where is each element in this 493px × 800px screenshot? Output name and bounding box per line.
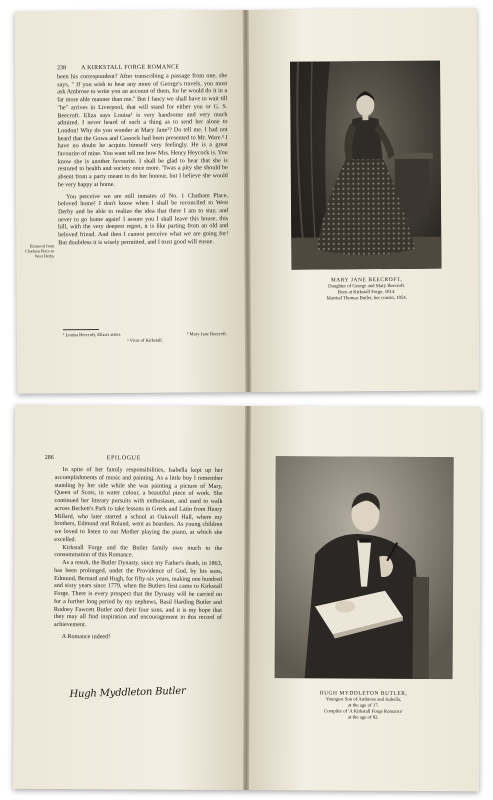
page-number: 286 [44,454,54,461]
footnote: ² Mary Jane Beecroft. [186,330,227,337]
margin-note: Removal from Chatham Place to West Derby [24,243,55,259]
running-header: A KIRKSTALL FORGE ROMANCE [81,64,180,72]
epilogue-text [54,467,223,642]
footnote-rule [63,329,99,330]
caption-name: HUGH MYDDLETON BUTLER, [319,690,408,697]
caption-line: at the age of 17. [348,703,379,709]
bottom-book-spread [13,405,481,791]
top-book-spread [15,8,480,393]
top-right-page [246,8,480,392]
paragraph: In spite of her family responsibilities, Isabella kept up her accomplishments of music and painting. As a little boy I remember standing by her side while she was painting a picture of Mary, Queen of Scots, in water colour, a beautiful piece of work. She continued her literary pursuits with enthusiasm, and used to walk across Beckett's Park to take lessons in Greek and Latin from Henry Millard, who later started a school at Oakwell Hall, where my brothers, Edmund and Roland, went as boarders. As young children we loved to listen to our Mother playing the piano, at which she excelled. [54,467,223,543]
caption-name: MARY JANE BEECROFT, [330,276,403,284]
portrait-man-image [275,456,454,679]
paragraph: Kirkstall Forge and the Butler family owe much to the consummation of this Romance. [54,544,223,559]
running-header: EPILOGUE [106,455,141,462]
caption-line: Compiler of 'A Kirkstall Forge Romance' [323,709,403,715]
portrait-photograph [290,61,441,270]
footnote: ¹ Louisa Beecroft, Eliza's sister. [62,331,122,337]
top-left-page [15,10,249,394]
main-text [57,73,228,248]
caption-line: Married Thomas Butler, her cousin, 1854. [326,295,407,302]
footnotes [63,328,227,344]
caption-line: Daughter of George and Mary Beecroft. [328,283,406,290]
caption-line: Born at Kirkstall Forge, 1814. [337,289,396,296]
page-number: 238 [57,65,67,72]
caption-line: Youngest Son of Ambrose and Isabella, [325,697,402,703]
caption-line: at the age of 82. [347,715,379,721]
paragraph: been his correspondent? After transcribing a passage from one, she says, " If you wish to hear any more of George's travels, you must ask Ambrose to write you an account of them, for he would do it in a far more able manner than me." But I fancy we shall have to wait till "he" arrives in Liverpool, that will stand for either you or G. S. Beecroft. Eliza says Louisa¹ is very handsome and very much admired. I never heard of such a thing as to send her alone to London! Why do you wonder at Mary Jane²? Do tell me. I had not heard that the Gowa and Cassock had been presented to Mr. Ware.³ I have no doubt he acquits himself very feelingly. He is a great favourite of mine. You want tell me how Mrs. Henry Heycock is. You know she is another favourite. I shall be glad to hear that she is restored to health and society once more. 'Twas a pity she should be absent from a party meant to do her honour, but I believe she would be very happy at home. [57,73,228,189]
closing-line: A Romance indeed! [61,633,111,641]
portrait-caption [278,277,456,303]
paragraph: You perceive we are still inmates of No. 1 Chatham Place, beloved home! I don't know when I shall be reconciled to West Derby and be able to realize the idea that there I am to stay, and never to go home again! I assure you I shall leave this house, this hill, with the very deepest regret, it is like parting from an old and beloved friend. And then I cannot perceive what we are going for! But doubtless it is wisely permitted, and I trust good will ensue. [57,192,229,247]
footnote: ³ Vicar of Kirkstall. [127,337,163,343]
bottom-left-page [13,405,248,790]
portrait-photograph [275,456,454,679]
paragraph: As a result, the Butler Dynasty, since my Father's death, in 1863, has been prolonged, under the Providence of God, by his sons, Edmund, Bernard and Hugh, for fifty-six years, making one hundred and sixty years since 1779, when the Butlers first came to Kirkstall Forge. There is every prospect that the Dynasty will be carried on for a further long period by my nephews, Basil Harding Butler and Rodney Fawcett Butler and their four sons, and it is my hope that they may all find inspiration and encouragement in this record of achievement. [53,560,223,629]
bottom-right-page [246,406,481,791]
portrait-woman-image [290,61,441,270]
handwritten-signature: Hugh Myddleton Butler [69,685,186,701]
portrait-caption [270,690,456,722]
